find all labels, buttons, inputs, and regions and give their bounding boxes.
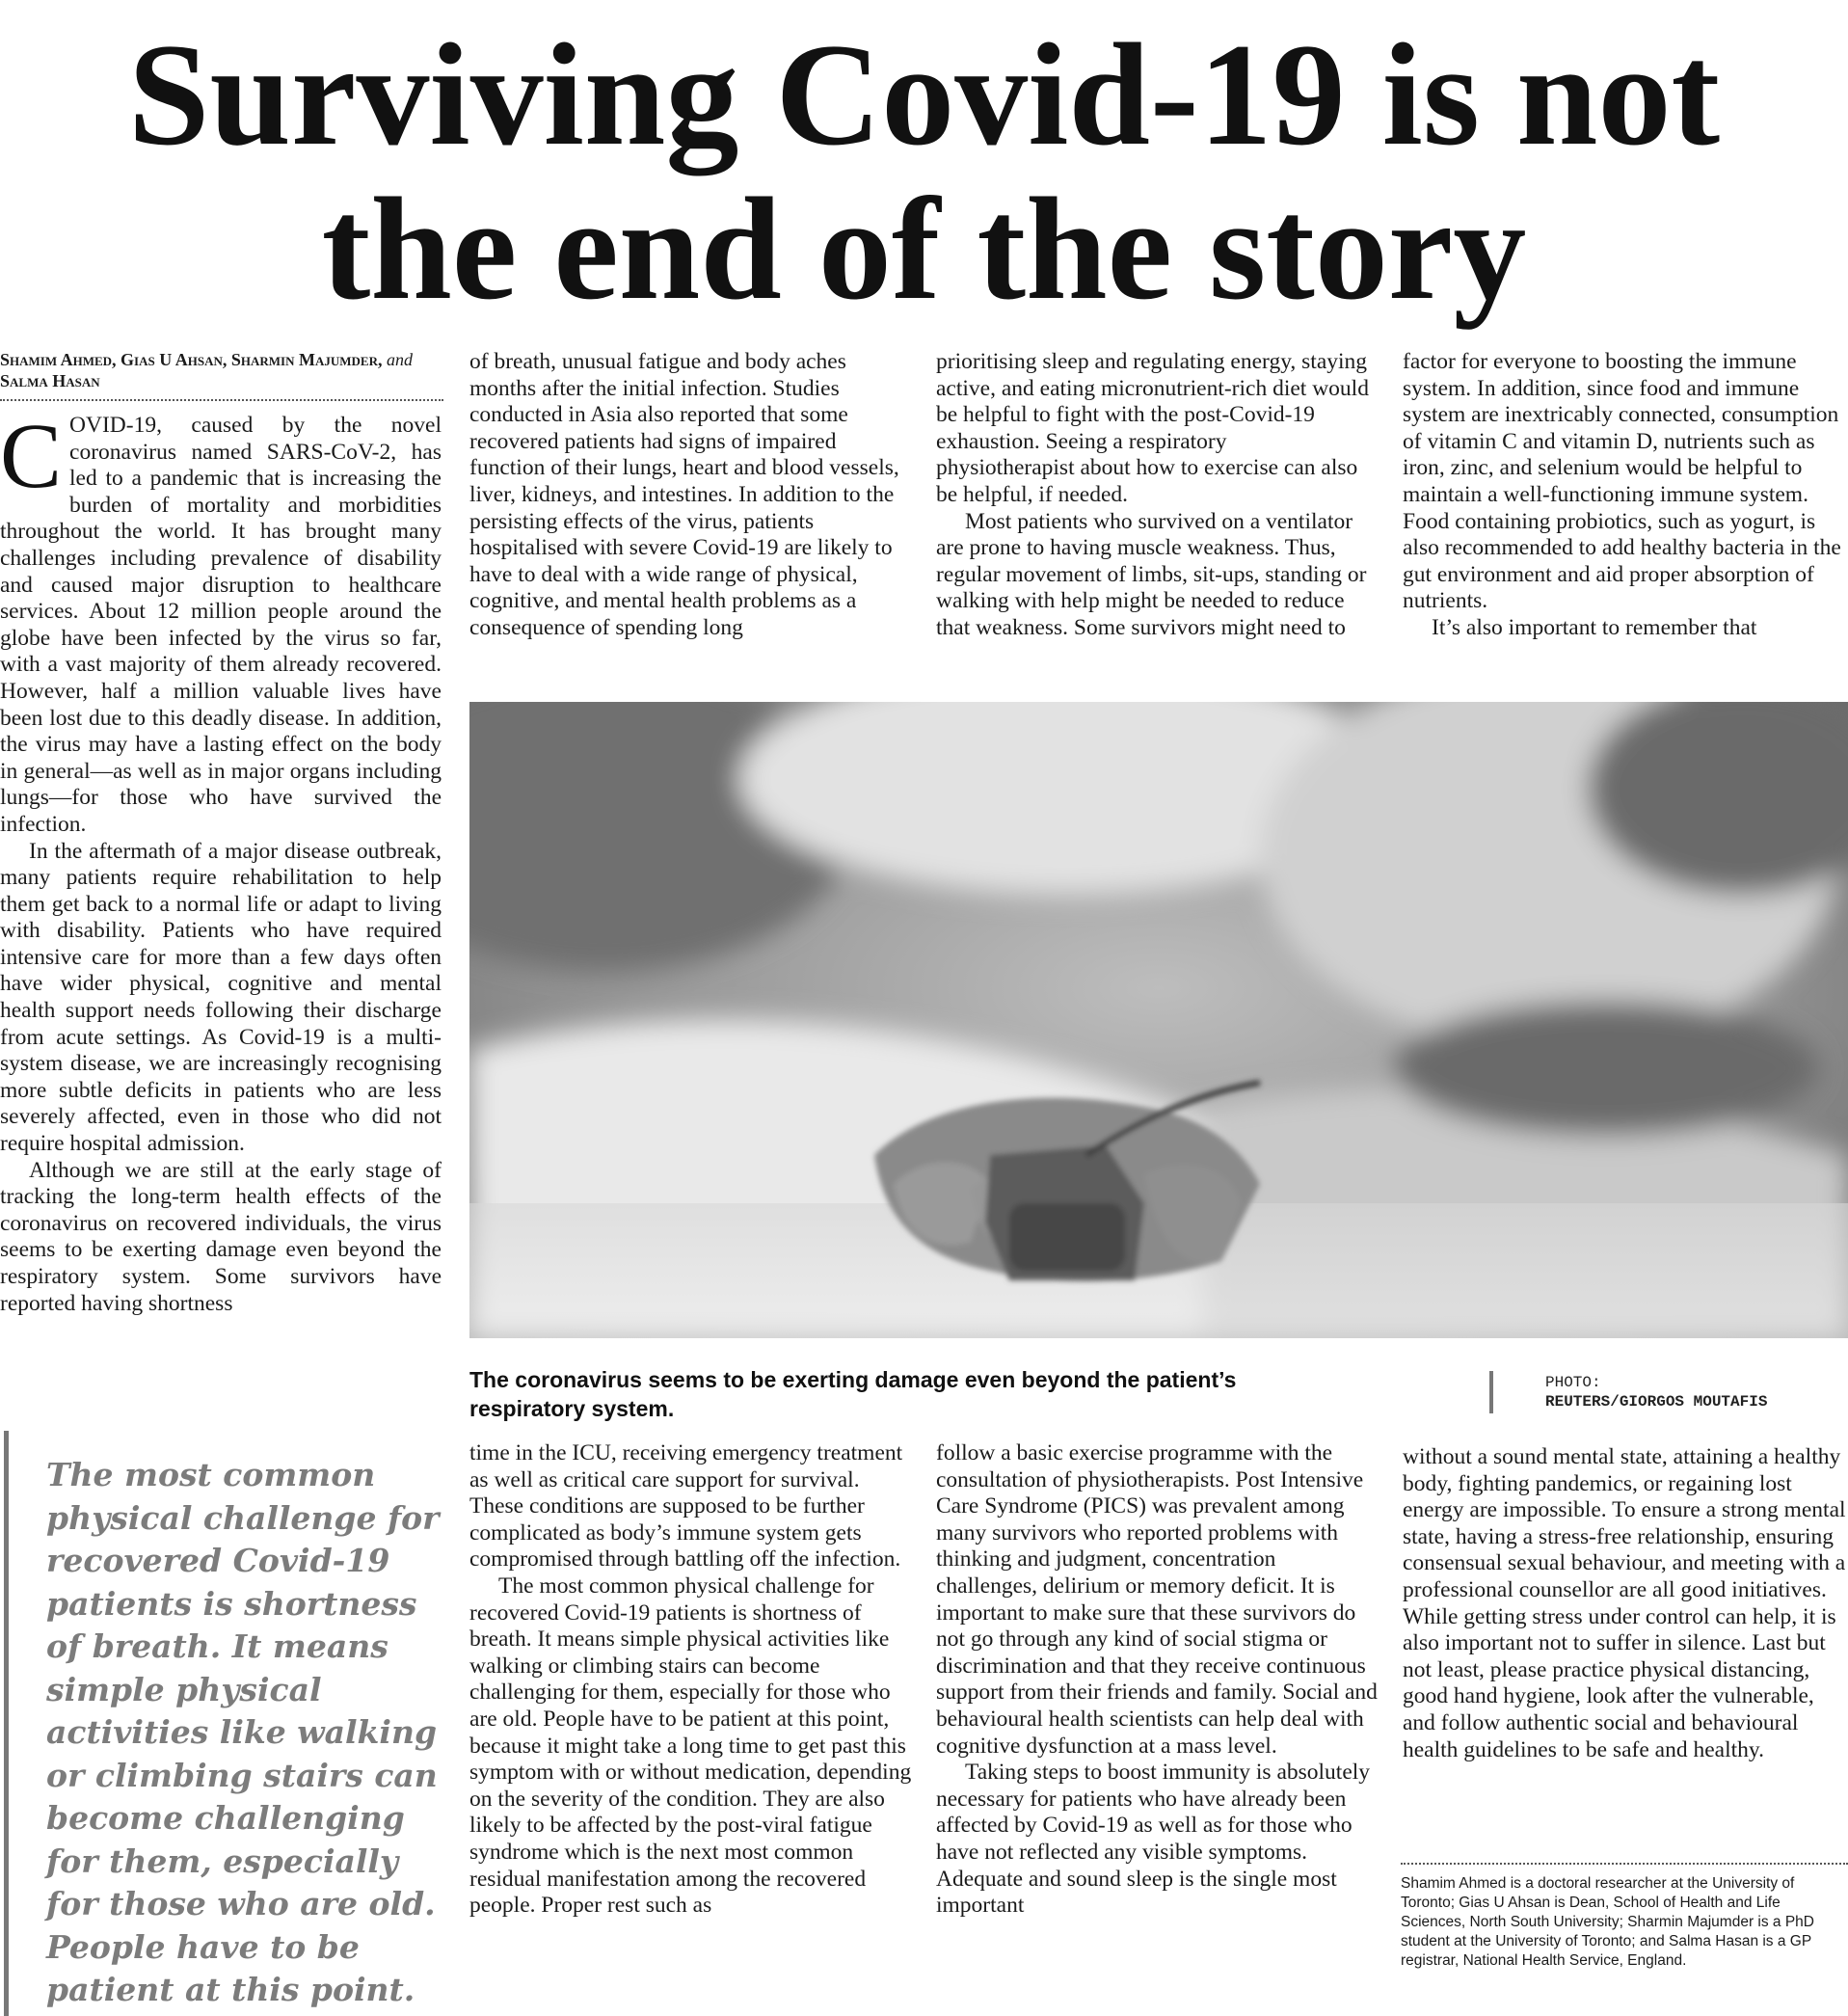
photo-credit-label: PHOTO:: [1545, 1374, 1601, 1391]
article-column-1: [0, 404, 442, 1317]
pullquote-rule: [4, 1431, 9, 2016]
article-column-4-top: [1403, 349, 1848, 642]
article-paragraph: of breath, unusual fatigue and body aches months after the initial infection. Studies conducted in Asia also reported that some recovered patients had signs of impaired function of their lungs, heart and blood vessels, liver, kidneys, and intestines. In addition to the persisting effects of the virus, patients hospitalised with severe Covid-19 are likely to have to deal with a wide range of physical, cognitive, and mental health problems as a consequence of spending long: [469, 349, 899, 640]
pullquote: The most common physical challenge for recovered Covid-19 patients is shortness of breath. It means simple physical activities like walking or climbing stairs can become challenging for them, especially for those who are old. People have to be patient at this point.: [46, 1456, 440, 2008]
article-paragraph: COVID-19, caused by the novel coronavirus named SARS-CoV-2, has led to a pandemic that is increasing the burden of mortality and morbidities throughout the world. It has brought many challenges including prevalence of disability and caused major disruption to healthcare services. About 12 million people around the globe have been infected by the virus so far, with a vast majority of them already recovered. However, half a million valuable lives have been lost due to this deadly disease. In addition, the virus may have a lasting effect on the body in general—as well as in major organs including lungs—for those who have survived the infection.: [0, 404, 442, 837]
article-column-2-bottom: [469, 1440, 913, 1920]
article-paragraph: follow a basic exercise programme with the consultation of physiotherapists. Post Intensive Care Syndrome (PICS) was prevalent among many survivors who reported problems with thinking and judgment, concentration challenges, delirium or memory deficit. It is important to make sure that these survivors do not go through any kind of social stigma or discrimination and that they receive continuous support from their friends and family. Social and behavioural health scientists can help deal with cognitive dysfunction at a mass level.: [936, 1440, 1378, 1759]
byline-last-author: Salma Hasan: [0, 371, 100, 390]
author-footnote: Shamim Ahmed is a doctoral researcher at the University of Toronto; Gias U Ahsan is Dean, School of Health and Life Sciences, North South University; Sharmin Majumder is a PhD student at the University of Toronto; and Salma Hasan is a GP registrar, National Health Service, England.: [1401, 1875, 1814, 1969]
article-paragraph: prioritising sleep and regulating energy, staying active, and eating micronutrient-rich diet would be helpful to fight with the post-Covid-19 exhaustion. Seeing a respiratory physiotherapist about how to exercise can also be helpful, if needed.: [936, 349, 1369, 507]
article-paragraph: The most common physical challenge for recovered Covid-19 patients is shortness of breath. It means simple physical activities like walking or climbing stairs can become challenging for them, especially for those who are old. People have to be patient at this point, because it might take a long time to get past this symptom with or without medication, depending on the severity of the condition. They are also likely to be affected by the post-viral fatigue syndrome which is the next most common residual manifestation among the recovered people. Proper rest such as: [469, 1572, 912, 1919]
photo-caption: The coronavirus seems to be exerting damage even beyond the patient’s respiratory system.: [469, 1367, 1237, 1421]
article-paragraph: factor for everyone to boosting the immune system. In addition, since food and immune system are inextricably connected, consumption of vitamin C and vitamin D, nutrients such as iron, zinc, and selenium would be helpful to maintain a well-functioning immune system. Food containing probiotics, such as yogurt, is also recommended to add healthy bacteria in the gut environment and aid proper absorption of nutrients.: [1403, 349, 1841, 614]
article-paragraph: time in the ICU, receiving emergency treatment as well as critical care support for survival. These conditions are supposed to be further complicated as body’s immune system gets compromised through battling off the infection.: [469, 1440, 903, 1572]
article-paragraph: without a sound mental state, attaining a healthy body, fighting pandemics, or regaining lost energy are impossible. To ensure a strong mental state, having a stress-free relationship, ensuring consensual sexual behaviour, and meeting with a professional counsellor are all good initiatives. While getting stress under control can help, it is also important not to suffer in silence. Last but not least, please practice physical distancing, good hand hygiene, look after the vulnerable, and follow authentic social and behavioural health guidelines to be safe and healthy.: [1403, 1444, 1846, 1762]
article-column-3-bottom: [936, 1440, 1379, 1920]
byline-and: and: [386, 350, 413, 369]
article-paragraph: Taking steps to boost immunity is absolutely necessary for patients who have already been affected by Covid-19 as well as for those who have not reflected any visible symptoms. Adequate and sound sleep is the single most important: [936, 1760, 1371, 1919]
headline-line-2: the end of the story: [321, 168, 1527, 330]
article-paragraph: Although we are still at the early stage of tracking the long-term health effects of the coronavirus on recovered individuals, the virus seems to be exerting damage even beyond the respiratory system. Some survivors have reported having shortness: [0, 1157, 442, 1316]
article-column-2-top: [469, 349, 903, 642]
photo-credit: [1545, 1373, 1848, 1411]
article-column-4-bottom: [1403, 1444, 1848, 1763]
article-photo: [469, 702, 1848, 1338]
credit-divider: [1489, 1371, 1493, 1413]
photo-credit-name: REUTERS/GIORGOS MOUTAFIS: [1545, 1393, 1768, 1411]
article-paragraph: It’s also important to remember that: [1432, 614, 1757, 640]
byline: [0, 349, 443, 401]
article-paragraph: In the aftermath of a major disease outbreak, many patients require rehabilitation to help them get back to a normal life or adapt to living with disability. Patients who have required intensive care for more than a few days often have wider physical, cognitive and mental health support needs following their discharge from acute settings. As Covid-19 is a multi-system disease, we are increasingly recognising more subtle deficits in patients who are less severely affected, even in those who did not require hospital admission.: [0, 838, 442, 1157]
article-column-3-top: [936, 349, 1370, 642]
headline-line-1: Surviving Covid-19 is not: [127, 13, 1721, 175]
drop-cap: C: [0, 404, 63, 507]
hospital-patient-hand-image: [469, 702, 1848, 1338]
article-paragraph: Most patients who survived on a ventilator are prone to having muscle weakness. Thus, regular movement of limbs, sit-ups, standing or walking with help might be needed to reduce that weakness. Some survivors might need to: [936, 508, 1367, 640]
byline-authors: Shamim Ahmed, Gias U Ahsan, Sharmin Majumder,: [0, 350, 383, 369]
footnote-divider: [1401, 1863, 1848, 1865]
headline: [0, 13, 1848, 330]
